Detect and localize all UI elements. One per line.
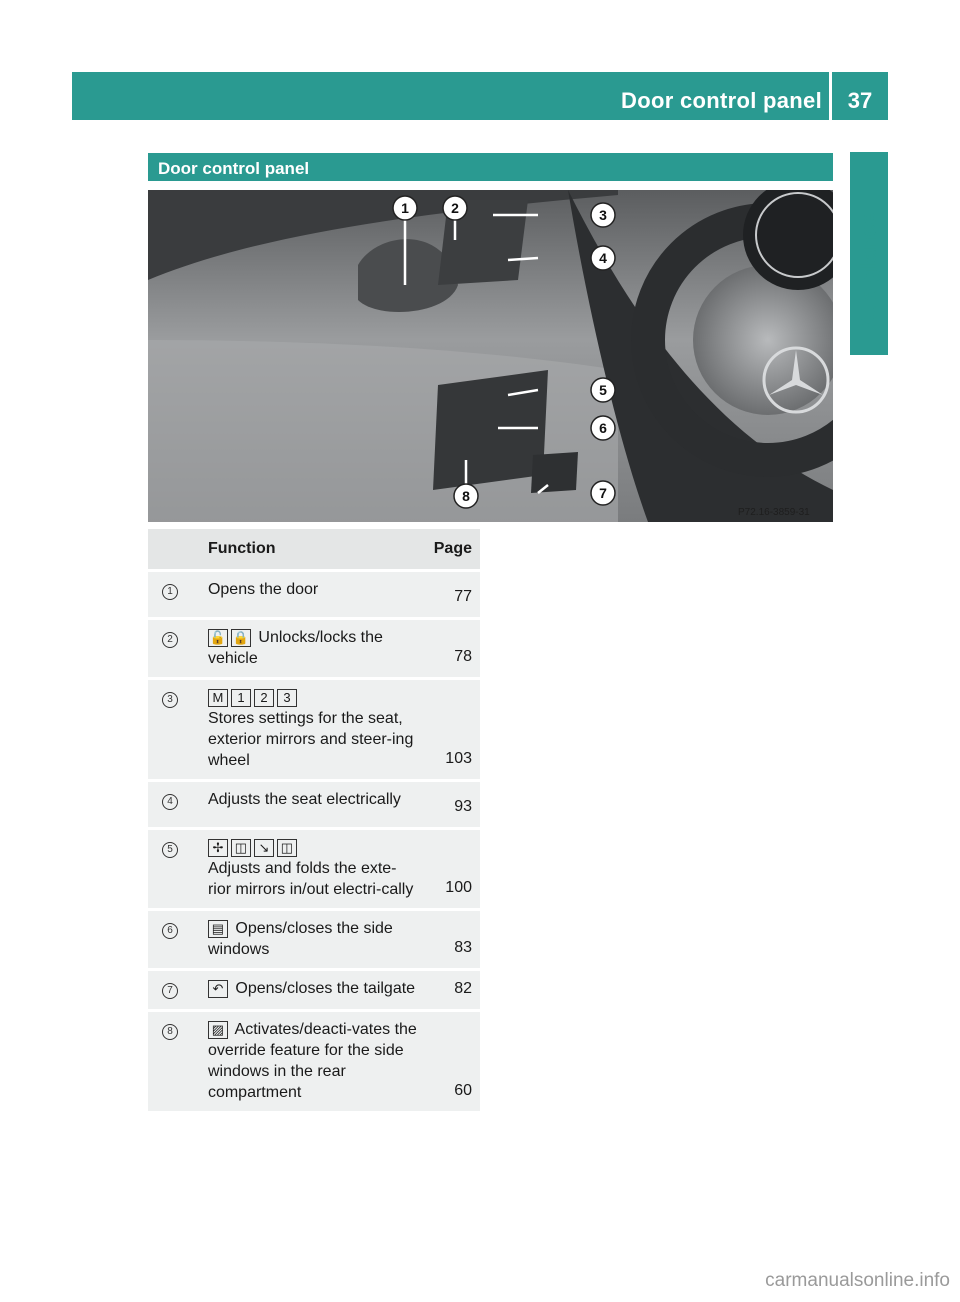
row-function: Stores settings for the seat, exterior mirrors and steer-ing wheel [207, 710, 414, 769]
row-page: 100 [424, 827, 480, 908]
callout-8-label: 8 [462, 488, 470, 504]
section-heading [148, 153, 833, 181]
row-page: 103 [424, 677, 480, 779]
function-table [148, 529, 480, 1111]
row-function: Adjusts and folds the exte-rior mirrors in/out electri-cally [207, 860, 414, 898]
table-header-function: Function [198, 529, 424, 569]
table-row [148, 569, 480, 617]
watermark: carmanualsonline.info [765, 1270, 950, 1291]
row-function: Adjusts the seat electrically [198, 779, 424, 827]
memory-key: M [208, 689, 228, 707]
table-header-page: Page [424, 529, 480, 569]
tailgate-icon: ↶ [208, 980, 228, 998]
callout-2-label: 2 [451, 200, 459, 216]
table-row [148, 617, 480, 677]
mirror-right-icon: ↘ [254, 839, 274, 857]
row-number: 1 [162, 584, 178, 600]
callout-7-label: 7 [599, 485, 607, 501]
row-number: 5 [162, 842, 178, 858]
figure-code: P72.16-3859-31 [738, 507, 810, 518]
row-page: 60 [424, 1009, 480, 1111]
door-panel-photo [148, 190, 833, 522]
row-page: 82 [424, 968, 480, 1009]
table-row [148, 908, 480, 968]
row-function: Unlocks/locks the vehicle [207, 629, 383, 667]
row-function: Opens the door [198, 569, 424, 617]
callout-5-label: 5 [599, 382, 607, 398]
callout-1-label: 1 [401, 200, 409, 216]
table-row [148, 677, 480, 779]
row-number: 6 [162, 923, 178, 939]
page-number: 37 [847, 88, 873, 113]
row-page: 83 [424, 908, 480, 968]
override-icon: ▨ [208, 1021, 228, 1039]
row-page: 77 [424, 569, 480, 617]
callout-6-label: 6 [599, 420, 607, 436]
row-function: Opens/closes the side windows [207, 920, 393, 958]
row-page: 93 [424, 779, 480, 827]
table-header-num [148, 529, 198, 569]
memory-2-key: 2 [254, 689, 274, 707]
row-number: 2 [162, 632, 178, 648]
lock-icon: 🔒 [232, 629, 250, 645]
row-number: 7 [162, 983, 178, 999]
mirror-left-icon: ◫ [231, 839, 251, 857]
row-number: 4 [162, 794, 178, 810]
table-row [148, 827, 480, 908]
memory-1-key: 1 [231, 689, 251, 707]
callout-4-label: 4 [599, 250, 607, 266]
table-header-row [148, 529, 480, 569]
row-function: Opens/closes the tailgate [235, 980, 416, 997]
page-header-bar [72, 72, 888, 120]
mirror-fold-icon: ◫ [277, 839, 297, 857]
unlock-icon: 🔓 [209, 629, 227, 645]
table-row [148, 1009, 480, 1111]
row-number: 8 [162, 1024, 178, 1040]
table-row [148, 779, 480, 827]
memory-3-key: 3 [277, 689, 297, 707]
row-number: 3 [162, 692, 178, 708]
row-function: Activates/deacti-vates the override feature for the side windows in the rear compartment [207, 1021, 417, 1101]
window-icon: ▤ [208, 920, 228, 938]
section-title: Door control panel [158, 159, 310, 178]
table-row [148, 968, 480, 1009]
callout-3-label: 3 [599, 207, 607, 223]
row-page: 78 [424, 617, 480, 677]
side-tab-label: At a glance [856, 212, 881, 330]
mirror-adjust-icon: ✢ [208, 839, 228, 857]
page-header-title: Door control panel [621, 88, 822, 113]
